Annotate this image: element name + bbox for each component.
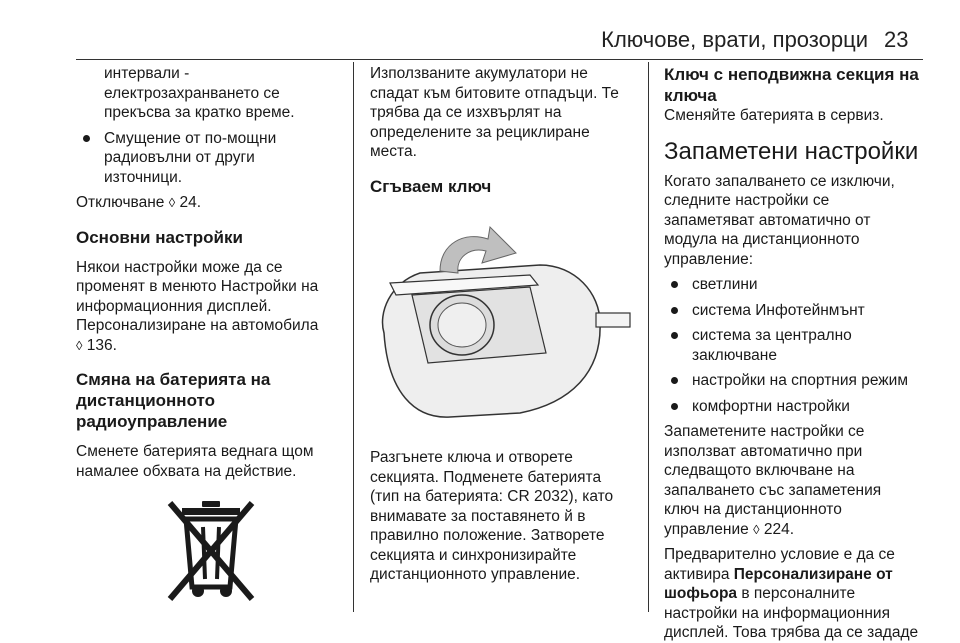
text-line	[664, 520, 934, 540]
bullet-item-infotainment	[664, 301, 934, 321]
folding-key-paragraph	[370, 448, 638, 585]
bullet-item-interference	[76, 129, 340, 188]
text-line: намалее обхвата на действие.	[76, 462, 297, 480]
section-heading-memorized-settings: Запаметени настройки	[664, 137, 919, 165]
text-line: Ключ с неподвижна секция на	[664, 65, 919, 84]
text-line: запалването със запаметения	[664, 481, 882, 499]
text-line: запаметяват автоматично от	[664, 211, 871, 229]
text-line: Когато запалването се изключи,	[664, 172, 895, 190]
text-line: интервали -	[104, 65, 190, 82]
text-line: Разгънете ключа и отворете	[370, 449, 573, 466]
text-line	[76, 336, 340, 356]
recycle-paragraph	[370, 64, 638, 162]
text-line: секцията. Подменете батерията	[370, 468, 602, 486]
reference-arrow-icon: ◊	[753, 521, 760, 537]
bullet-item-comfort	[664, 397, 934, 417]
text-line: радиовълни от други	[104, 149, 255, 166]
battery-paragraph	[76, 442, 340, 481]
text-line: Някои настройки може да се	[76, 258, 283, 276]
text-line: следните настройки се	[664, 192, 830, 209]
page-number: 23	[884, 27, 909, 52]
text-line: ключ на дистанционното	[664, 501, 842, 518]
text-line: правилно положение. Затворете	[370, 527, 605, 544]
text-span: в персоналните	[741, 585, 856, 602]
text-line: спадат към битовите отпадъци. Те	[370, 84, 619, 102]
page-reference[interactable]: 136.	[86, 336, 117, 354]
text-line: Смущение от по-мощни	[104, 129, 277, 147]
text-line: информационния дисплей.	[76, 297, 272, 315]
bullet-item-lights	[664, 275, 934, 295]
menu-term: Персонализиране от	[733, 565, 893, 583]
text-line: Персонализиране на автомобила	[76, 317, 319, 334]
text-line: Смяна на батерията на	[76, 370, 271, 389]
page-reference[interactable]: 24.	[179, 194, 202, 211]
text-line: система за централно	[692, 327, 852, 344]
text-line: дистанционното	[76, 391, 216, 410]
text-line: ключа	[664, 86, 717, 105]
basic-settings-paragraph	[76, 258, 340, 356]
text-line: настройки на спортния режим	[692, 372, 908, 389]
text-line: модула на дистанционното	[664, 231, 860, 248]
text-line: комфортни настройки	[692, 397, 850, 415]
text-line: (тип на батерията: CR 2032), като	[370, 488, 614, 505]
text-line: радиоуправление	[76, 412, 228, 431]
usage-paragraph	[664, 422, 934, 539]
section-heading-folding-key: Сгъваем ключ	[370, 176, 492, 196]
reference-arrow-icon: ◊	[76, 337, 83, 353]
text-line: следващото включване на	[664, 462, 855, 479]
section-heading-basic-settings: Основни настройки	[76, 227, 243, 247]
bullet-item-sport-mode	[664, 371, 934, 391]
text-line: управление:	[664, 250, 754, 268]
text-span: управление	[664, 520, 749, 538]
text-line: дистанционното управление.	[370, 566, 581, 583]
text-line: Използваните акумулатори не	[370, 65, 588, 82]
memorized-intro-paragraph	[664, 172, 934, 270]
text-line	[664, 565, 934, 585]
text-line: Сменете батерията веднага щом	[76, 443, 314, 460]
text-span: Отключване	[76, 194, 165, 211]
text-line: заключване	[692, 346, 777, 364]
text-line: Запаметените настройки се	[664, 423, 865, 440]
text-span: активира	[664, 565, 730, 583]
text-line: секцията и синхронизирайте	[370, 546, 577, 564]
column-1	[76, 64, 340, 613]
text-line: дисплей. Това трябва да се зададе	[664, 624, 919, 641]
page-reference[interactable]: 224.	[763, 520, 794, 538]
column-3	[664, 64, 934, 643]
text-line: система Инфотейнмънт	[692, 301, 865, 319]
text-line: места.	[370, 143, 417, 160]
text-line: светлини	[692, 276, 758, 293]
section-heading-battery	[76, 369, 340, 432]
menu-term: шофьора	[664, 585, 738, 602]
text-line: източници.	[104, 168, 183, 186]
reference-arrow-icon: ◊	[168, 195, 176, 210]
column-divider-1	[353, 62, 354, 612]
text-line: прекъсва за кратко време.	[104, 104, 295, 121]
continued-bullet-text	[76, 64, 340, 123]
page-header-title: Ключове, врати, прозорци	[601, 27, 868, 52]
bullet-item-central-locking	[664, 326, 934, 365]
text-line: определените за рециклиране	[370, 123, 590, 141]
text-line: променят в менюто Настройки на	[76, 278, 319, 295]
prerequisite-paragraph	[664, 545, 934, 643]
fixed-key-paragraph: Сменяйте батерията в сервиз.	[664, 107, 884, 124]
column-divider-2	[648, 62, 649, 612]
text-line: Предварително условие е да се	[664, 546, 895, 563]
text-line: настройки на информационния	[664, 604, 890, 622]
column-2	[370, 64, 638, 585]
section-heading-fixed-key	[664, 64, 934, 106]
header-rule	[76, 59, 923, 60]
text-line: трябва да се изхвърлят на	[370, 104, 562, 121]
text-line: електрозахранването се	[104, 84, 280, 102]
text-line: внимавате за поставянето й в	[370, 507, 586, 525]
text-line: използват автоматично при	[664, 442, 863, 460]
folding-key-battery-illustration	[370, 213, 632, 433]
text-line	[664, 584, 934, 604]
crossed-out-bin-icon	[156, 495, 266, 607]
disable-paragraph	[76, 193, 340, 213]
